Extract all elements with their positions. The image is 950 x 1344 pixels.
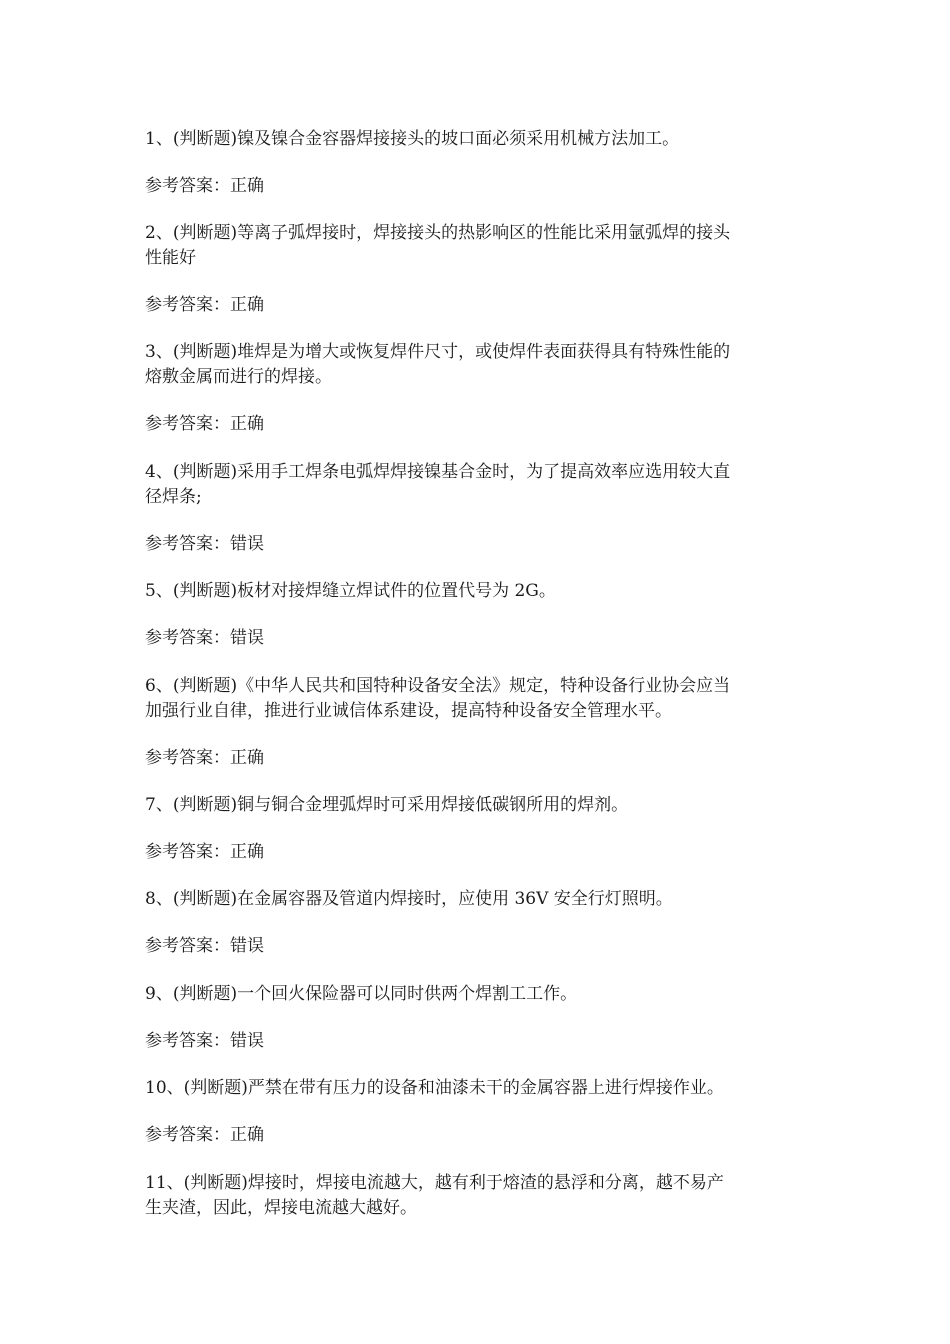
question-11-line-1: 11、(判断题)焊接时，焊接电流越大，越有利于熔渣的悬浮和分离，越不易产 — [145, 1173, 724, 1193]
question-4-line-2: 径焊条; — [145, 487, 202, 507]
question-8-answer: 参考答案：错误 — [145, 936, 264, 956]
question-6-line-1: 6、(判断题)《中华人民共和国特种设备安全法》规定，特种设备行业协会应当 — [145, 676, 731, 696]
question-10-answer: 参考答案：正确 — [145, 1125, 264, 1145]
question-9-line-1: 9、(判断题)一个回火保险器可以同时供两个焊割工工作。 — [145, 984, 578, 1004]
question-4-answer: 参考答案：错误 — [145, 534, 264, 554]
question-4-line-1: 4、(判断题)采用手工焊条电弧焊焊接镍基合金时，为了提高效率应选用较大直 — [145, 462, 731, 482]
question-3-answer: 参考答案：正确 — [145, 414, 264, 434]
question-5-answer: 参考答案：错误 — [145, 628, 264, 648]
question-6-answer: 参考答案：正确 — [145, 748, 264, 768]
question-1-answer: 参考答案：正确 — [145, 176, 264, 196]
question-8-line-1: 8、(判断题)在金属容器及管道内焊接时，应使用 36V 安全行灯照明。 — [145, 889, 673, 909]
question-5-line-1: 5、(判断题)板材对接焊缝立焊试件的位置代号为 2G。 — [145, 581, 556, 601]
question-6-line-2: 加强行业自律，推进行业诚信体系建设，提高特种设备安全管理水平。 — [145, 701, 672, 721]
question-2-line-1: 2、(判断题)等离子弧焊接时，焊接接头的热影响区的性能比采用氩弧焊的接头 — [145, 223, 731, 243]
question-7-answer: 参考答案：正确 — [145, 842, 264, 862]
question-11-line-2: 生夹渣，因此，焊接电流越大越好。 — [145, 1198, 417, 1218]
question-10-line-1: 10、(判断题)严禁在带有压力的设备和油漆未干的金属容器上进行焊接作业。 — [145, 1078, 724, 1098]
question-2-answer: 参考答案：正确 — [145, 295, 264, 315]
question-7-line-1: 7、(判断题)铜与铜合金埋弧焊时可采用焊接低碳钢所用的焊剂。 — [145, 795, 629, 815]
question-3-line-2: 熔敷金属而进行的焊接。 — [145, 367, 332, 387]
question-9-answer: 参考答案：错误 — [145, 1031, 264, 1051]
question-3-line-1: 3、(判断题)堆焊是为增大或恢复焊件尺寸，或使焊件表面获得具有特殊性能的 — [145, 342, 731, 362]
question-1-line-1: 1、(判断题)镍及镍合金容器焊接接头的坡口面必须采用机械方法加工。 — [145, 129, 680, 149]
question-2-line-2: 性能好 — [145, 248, 196, 268]
